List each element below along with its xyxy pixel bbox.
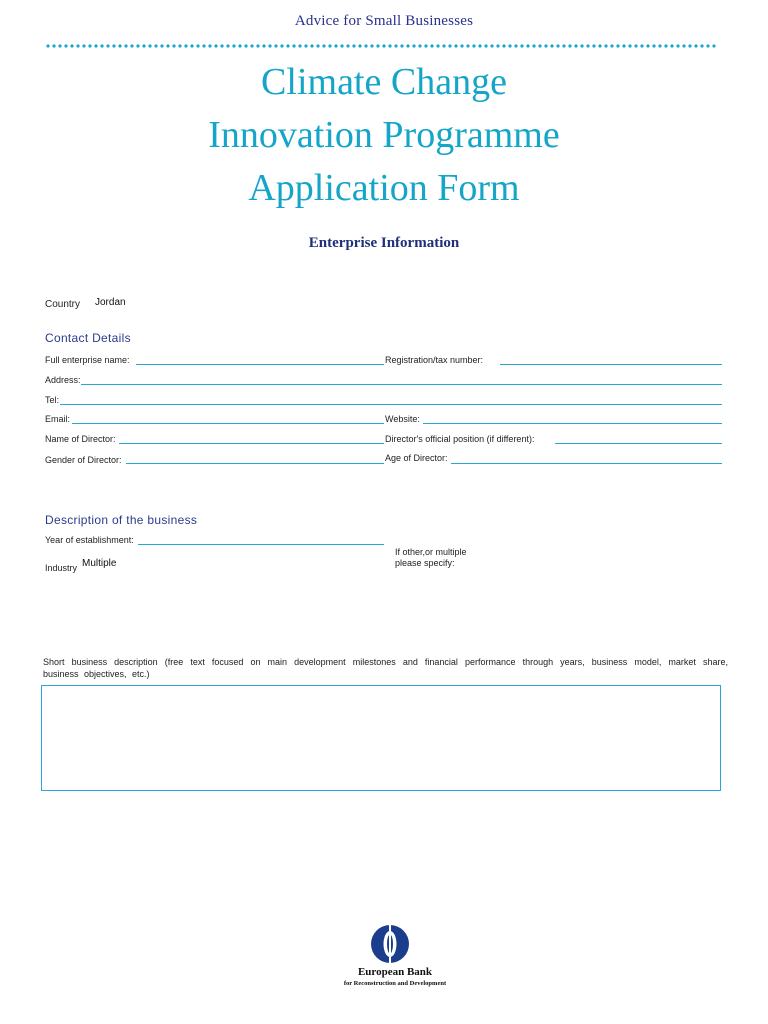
website-field[interactable] [423,423,722,424]
title-line-1: Climate Change [261,61,507,103]
title-line-2: Innovation Programme [208,114,560,156]
tel-field[interactable] [60,404,722,405]
address-field[interactable] [81,384,722,385]
country-field[interactable]: Jordan [95,297,126,308]
ebrd-logo [330,924,460,994]
address-label: Address: [45,375,81,385]
industry-label: Industry [45,563,78,573]
director-position-field[interactable] [555,443,722,444]
country-label: Country [45,299,81,310]
short-description-textbox[interactable] [41,685,721,791]
email-field[interactable] [72,423,384,424]
logo-subtitle: for Reconstruction and Development [343,980,447,987]
year-established-field[interactable] [138,544,384,545]
director-age-label: Age of Director: [385,453,448,463]
director-gender-label: Gender of Director: [45,455,122,465]
ebrd-emblem-icon [370,924,410,964]
other-specify-label-line1: If other,or multiple [395,547,467,557]
director-age-field[interactable] [451,463,722,464]
contact-details-heading: Contact Details [45,331,131,345]
registration-number-label: Registration/tax number: [385,355,484,365]
director-name-label: Name of Director: [45,434,116,444]
title-line-3: Application Form [248,167,520,209]
full-enterprise-name-field[interactable] [136,364,384,365]
other-specify-label-line2: please specify: [395,558,455,568]
dotted-divider [45,44,718,48]
industry-field[interactable]: Multiple [82,558,117,569]
website-label: Website: [385,414,420,424]
header-text: Advice for Small Businesses [294,13,474,29]
tel-label: Tel: [45,395,60,405]
email-label: Email: [45,414,71,424]
full-enterprise-name-label: Full enterprise name: [45,355,130,365]
year-established-label: Year of establishment: [45,535,134,545]
director-name-field[interactable] [119,443,384,444]
director-gender-field[interactable] [126,463,384,464]
page-subtitle: Enterprise Information [308,235,460,251]
logo-name: European Bank [357,966,433,978]
short-description-label: Short business description (free text focused on main development milestones and financial performance through years, business model, market share, business objectives, etc.) [43,657,728,679]
director-position-label: Director's official position (if different): [385,434,535,444]
business-description-heading: Description of the business [45,513,198,527]
registration-number-field[interactable] [500,364,722,365]
